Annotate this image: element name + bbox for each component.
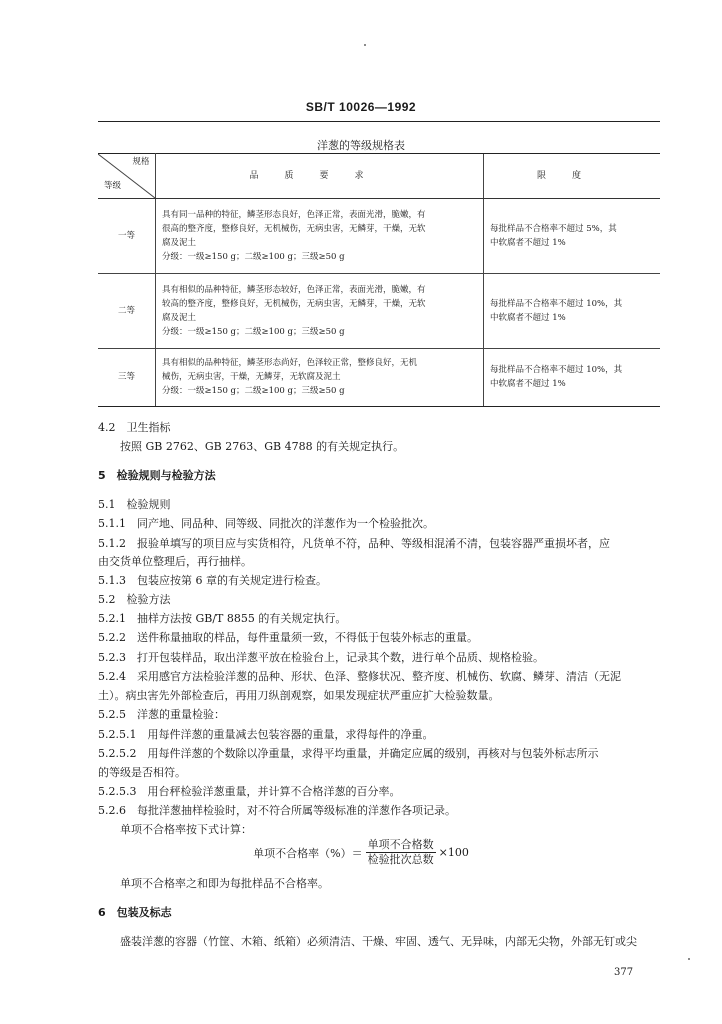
scan-speck bbox=[364, 44, 366, 46]
section-5-1-2: 5.1.2 报验单填写的项目应与实货相符，凡货单不符，品种、等级相混淆不清，包装容器严重损坏者，应 bbox=[98, 537, 610, 550]
requirements-cell bbox=[156, 348, 484, 406]
limit-cell bbox=[484, 348, 661, 406]
section-5-2-5-1: 5.2.5.1 用每件洋葱的重量减去包装容器的重量，求得每件的净重。 bbox=[98, 728, 434, 741]
scan-speck bbox=[688, 958, 690, 960]
requirements-cell bbox=[156, 199, 484, 274]
limit-cell bbox=[484, 199, 661, 274]
grade-spec-table bbox=[98, 153, 660, 407]
header-grade-label: 等级 bbox=[104, 181, 122, 191]
grade-cell: 三等 bbox=[98, 348, 156, 406]
size-class-line: 分级：一级≥150 g；二级≥100 g；三级≥50 g bbox=[162, 251, 345, 262]
section-4-2-title: 4.2 卫生指标 bbox=[98, 421, 171, 434]
section-6-heading: 6 包装及标志 bbox=[98, 906, 172, 919]
requirement-line: 具有相似的品种特征，鳞茎形态较好，色泽正常，表面光滑，脆嫩，有 bbox=[162, 284, 426, 295]
limit-line: 每批样品不合格率不超过 10%，其 bbox=[490, 365, 623, 376]
requirement-line: 具有同一品种的特征，鳞茎形态良好，色泽正常，表面光滑，脆嫩，有 bbox=[162, 209, 426, 220]
requirement-line: 具有相似的品种特征，鳞茎形态尚好，色泽较正常，整修良好，无机 bbox=[162, 358, 418, 369]
section-5-1: 5.1 检验规则 bbox=[98, 498, 171, 511]
section-5-2-5-3: 5.2.5.3 用台秤检验洋葱重量，并计算不合格洋葱的百分率。 bbox=[98, 785, 401, 798]
section-5-2-1: 5.2.1 抽样方法按 GB/T 8855 的有关规定执行。 bbox=[98, 612, 347, 625]
size-class-line: 分级：一级≥150 g；二级≥100 g；三级≥50 g bbox=[162, 326, 345, 337]
section-5-heading: 5 检验规则与检验方法 bbox=[98, 469, 216, 482]
limit-cell bbox=[484, 273, 661, 348]
formula-note: 单项不合格率之和即为每批样品不合格率。 bbox=[120, 877, 329, 890]
table-title: 洋葱的等级规格表 bbox=[317, 139, 405, 152]
requirement-line: 较高的整齐度，整修良好，无机械伤，无病虫害，无鳞芽，干燥，无软 bbox=[162, 298, 426, 309]
section-5-1-2-cont: 由交货单位整理后，再行抽样。 bbox=[98, 555, 252, 568]
requirement-line: 械伤，无病虫害，干燥，无鳞芽，无软腐及泥土 bbox=[162, 372, 341, 383]
section-5-2-4: 5.2.4 采用感官方法检验洋葱的品种、形状、色泽、整修状况、整齐度、机械伤、软腐、鳞芽、清洁（无泥 bbox=[98, 670, 621, 683]
header-spec-label: 规格 bbox=[132, 157, 150, 167]
grade-cell: 一等 bbox=[98, 199, 156, 274]
section-4-2-body: 按照 GB 2762、GB 2763、GB 4788 的有关规定执行。 bbox=[120, 440, 405, 453]
table-row bbox=[98, 199, 660, 274]
limit-line: 中软腐者不超过 1% bbox=[490, 379, 566, 390]
header-rule bbox=[98, 121, 660, 122]
formula-intro: 单项不合格率按下式计算： bbox=[120, 823, 252, 836]
formula-denominator: 检验批次总数 bbox=[367, 853, 434, 866]
requirement-line: 很高的整齐度，整修良好，无机械伤，无病虫害，无鳞芽，干燥，无软 bbox=[162, 223, 426, 234]
table-header-row bbox=[98, 154, 660, 199]
section-5-2-5: 5.2.5 洋葱的重量检验： bbox=[98, 708, 225, 721]
formula-lhs: 单项不合格率（%）＝ bbox=[253, 846, 363, 860]
limit-line: 每批样品不合格率不超过 10%，其 bbox=[490, 298, 623, 309]
requirement-line: 腐及泥土 bbox=[162, 312, 197, 323]
section-5-2-2: 5.2.2 送件称量抽取的样品，每件重量须一致，不得低于包装外标志的重量。 bbox=[98, 631, 478, 644]
page-number: 377 bbox=[614, 967, 634, 978]
table-row bbox=[98, 273, 660, 348]
formula-fraction bbox=[366, 838, 436, 867]
section-5-2-6: 5.2.6 每批洋葱抽样检验时，对不符合所属等级标准的洋葱作各项记录。 bbox=[98, 804, 456, 817]
section-5-2-5-2: 5.2.5.2 用每件洋葱的个数除以净重量，求得平均重量，并确定应属的级别，再核对与包装外标志所示 bbox=[98, 747, 599, 760]
table-row bbox=[98, 348, 660, 406]
section-6-body: 盛装洋葱的容器（竹筐、木箱、纸箱）必须清洁、干燥、牢固、透气、无异味，内部无尖物，外部无钉或尖 bbox=[120, 935, 637, 948]
section-5-2-4-cont: 土）。病虫害先外部检查后，再用刀纵剖观察，如果发现症状严重应扩大检验数量。 bbox=[98, 689, 500, 702]
limit-line: 中软腐者不超过 1% bbox=[490, 237, 566, 248]
formula-rhs: ×100 bbox=[438, 846, 469, 859]
section-5-2-3: 5.2.3 打开包装样品，取出洋葱平放在检验台上，记录其个数，进行单个品质、规格检验。 bbox=[98, 651, 544, 664]
requirement-line: 腐及泥土 bbox=[162, 237, 197, 248]
section-5-2-5-2-cont: 的等级是否相符。 bbox=[98, 766, 186, 779]
header-limit: 限度 bbox=[484, 154, 661, 199]
section-5-2: 5.2 检验方法 bbox=[98, 593, 171, 606]
limit-line: 中软腐者不超过 1% bbox=[490, 312, 566, 323]
limit-line: 每批样品不合格率不超过 5%，其 bbox=[490, 223, 617, 234]
standard-code-header: SB/T 10026—1992 bbox=[305, 100, 417, 114]
grade-cell: 二等 bbox=[98, 273, 156, 348]
section-5-1-1: 5.1.1 同产地、同品种、同等级、同批次的洋葱作为一个检验批次。 bbox=[98, 517, 434, 530]
section-5-1-3: 5.1.3 包装应按第 6 章的有关规定进行检查。 bbox=[98, 574, 327, 587]
header-requirements: 品质要求 bbox=[156, 154, 484, 199]
requirements-cell bbox=[156, 273, 484, 348]
size-class-line: 分级：一级≥150 g；二级≥100 g；三级≥50 g bbox=[162, 386, 345, 397]
fail-rate-formula bbox=[0, 838, 722, 867]
diagonal-header-cell bbox=[98, 154, 156, 199]
formula-numerator: 单项不合格数 bbox=[367, 838, 434, 851]
